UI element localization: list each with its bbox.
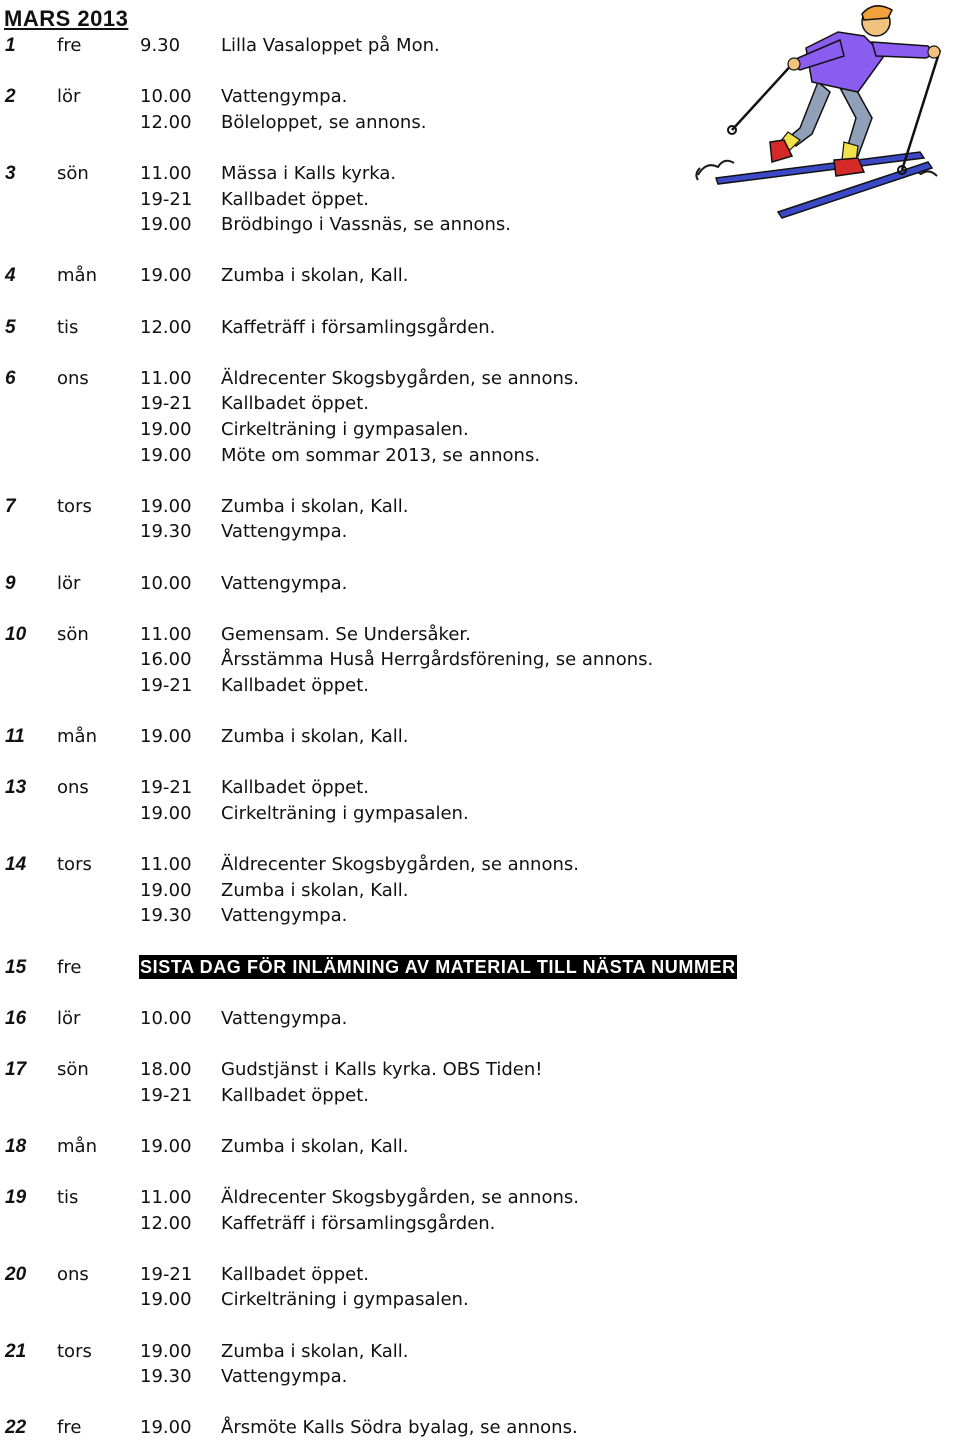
event-description: Kallbadet öppet. [221,188,369,210]
day-entry-row [0,955,900,981]
day-entry-row [0,443,900,469]
day-entry-row [0,84,900,110]
event-time: 12.00 [140,111,192,133]
event-time: 19-21 [140,1084,193,1106]
day-entry-row [0,110,900,136]
day-number: 19 [5,1187,27,1208]
day-entry-row [0,801,900,827]
event-description: Äldrecenter Skogsbygården, se annons. [221,1187,579,1208]
event-description: Gudstjänst i Kalls kyrka. OBS Tiden! [221,1059,543,1080]
day-entry-row [0,1211,900,1237]
event-description: Vattengympa. [221,86,348,108]
event-time: 11.00 [140,163,192,184]
event-description: Äldrecenter Skogsbygården, se annons. [221,854,579,876]
day-entry-row [0,212,900,238]
event-description: Gemensam. Se Undersåker. [221,623,471,645]
event-time: 16.00 [140,649,192,671]
event-description: Kallbadet öppet. [221,1263,369,1285]
event-time: 19.00 [140,419,192,440]
event-description: Lilla Vasaloppet på Mon. [221,35,440,56]
event-description: Kallbadet öppet. [221,1084,369,1106]
event-description: Kallbadet öppet. [221,777,369,799]
event-description: Vattengympa. [221,521,348,543]
weekday: lör [57,1007,81,1029]
weekday: fre [57,956,82,978]
event-description: Cirkelträning i gympasalen. [221,1289,469,1311]
event-time: 10.00 [140,1007,192,1029]
event-time: 9.30 [140,35,181,56]
day-entry-row [0,494,900,520]
event-description: Zumba i skolan, Kall. [221,265,409,287]
event-time: 11.00 [140,623,192,645]
day-entry-row [0,878,900,904]
weekday: tors [57,1340,92,1362]
weekday: fre [57,35,82,56]
day-number: 20 [5,1263,27,1285]
day-entry-row [0,391,900,417]
day-number: 1 [5,35,16,56]
weekday: ons [57,1263,89,1285]
event-description: Vattengympa. [221,572,348,594]
event-time: 12.00 [140,1212,192,1234]
weekday: sön [57,1059,89,1080]
day-entry-row [0,187,900,213]
event-description: Kallbadet öppet. [221,393,369,415]
event-time: 19.00 [140,1417,192,1439]
day-entry-row [0,1339,900,1365]
event-description: Zumba i skolan, Kall. [221,495,409,517]
event-description: Kaffeträff i församlingsgården. [221,316,496,338]
day-entry-row [0,33,900,59]
event-time: 19.00 [140,265,192,287]
event-description: Cirkelträning i gympasalen. [221,803,469,824]
event-description: Mässa i Kalls kyrka. [221,163,397,184]
day-entry-row [0,673,900,699]
event-time: 11.00 [140,854,192,876]
day-entry-row [0,263,900,289]
day-number: 11 [5,726,25,748]
day-number: 3 [5,163,16,184]
day-number: 4 [5,265,16,287]
day-entry-row [0,1287,900,1313]
day-number: 22 [5,1417,27,1439]
event-description: Zumba i skolan, Kall. [221,1135,409,1157]
event-time: 10.00 [140,86,192,108]
event-description: Vattengympa. [221,905,348,927]
day-entry-row [0,1006,900,1032]
weekday: ons [57,777,89,799]
day-number: 9 [5,572,16,594]
event-description: Äldrecenter Skogsbygården, se annons. [221,367,579,389]
event-time: 19-21 [140,1263,193,1285]
event-time: 11.00 [140,367,192,389]
event-description: Böleloppet, se annons. [221,111,427,133]
day-number: 6 [5,367,16,389]
day-number: 18 [5,1135,27,1157]
day-entry-row [0,775,900,801]
day-entry-row [0,417,900,443]
weekday: tis [57,316,79,338]
event-description: Zumba i skolan, Kall. [221,879,409,901]
event-description: Kaffeträff i församlingsgården. [221,1212,496,1234]
event-time: 12.00 [140,316,192,338]
event-time: 19.00 [140,1135,192,1157]
day-number: 17 [5,1059,27,1080]
day-entry-row [0,1185,900,1211]
event-time: 11.00 [140,1187,192,1208]
event-time: 19.00 [140,879,192,901]
event-description: Årsstämma Huså Herrgårdsförening, se annons. [221,649,654,671]
event-description: Brödbingo i Vassnäs, se annons. [221,214,512,236]
event-time: 19.00 [140,1340,192,1362]
event-description: Vattengympa. [221,1007,348,1029]
day-number: 14 [5,854,27,876]
weekday: tors [57,495,92,517]
event-time: 19.00 [140,803,192,824]
day-entry-row [0,1083,900,1109]
event-time: 18.00 [140,1059,192,1080]
day-entry-row [0,1262,900,1288]
event-description: Vattengympa. [221,1366,348,1388]
event-time: 19.00 [140,726,192,748]
day-entry-row [0,1057,900,1083]
day-entry-row [0,724,900,750]
day-number: 16 [5,1007,27,1029]
day-entry-row [0,161,900,187]
event-time: 19.30 [140,521,192,543]
event-time: 19-21 [140,188,193,210]
event-time: 19-21 [140,777,193,799]
day-entry-row [0,1134,900,1160]
weekday: tis [57,1187,79,1208]
weekday: ons [57,367,89,389]
day-entry-row [0,1364,900,1390]
day-entry-row [0,315,900,341]
event-time: 19-21 [140,675,193,696]
day-number: 7 [5,495,16,517]
event-time: 19.30 [140,1366,192,1388]
day-number: 5 [5,316,16,338]
day-number: 2 [5,86,16,108]
event-description: Årsmöte Kalls Södra byalag, se annons. [221,1417,578,1439]
day-entry-row [0,571,900,597]
event-time: 10.00 [140,572,192,594]
event-description: Cirkelträning i gympasalen. [221,419,469,440]
event-time: 19.00 [140,444,192,466]
event-description: Zumba i skolan, Kall. [221,726,409,748]
day-number: 15 [5,956,27,978]
event-time: 19-21 [140,393,193,415]
day-entry-row [0,622,900,648]
weekday: mån [57,1135,97,1157]
event-description: Kallbadet öppet. [221,675,369,696]
event-description: Zumba i skolan, Kall. [221,1340,409,1362]
event-time: 19.00 [140,495,192,517]
day-entry-row [0,852,900,878]
weekday: lör [57,86,81,108]
day-entry-row [0,1415,900,1441]
day-entry-row [0,903,900,929]
deadline-notice: SISTA DAG FÖR INLÄMNING AV MATERIAL TILL NÄSTA NUMMER [140,956,736,977]
weekday: tors [57,854,92,876]
day-entry-row [0,647,900,673]
day-entry-row [0,366,900,392]
event-time: 19.30 [140,905,192,927]
event-description: Möte om sommar 2013, se annons. [221,444,541,466]
event-time: 19.00 [140,1289,192,1311]
event-time: 19.00 [140,214,192,236]
day-entry-row [0,519,900,545]
weekday: sön [57,163,89,184]
weekday: sön [57,623,89,645]
day-number: 10 [5,623,27,645]
day-number: 21 [5,1340,27,1362]
weekday: mån [57,265,97,287]
page-title: MARS 2013 [4,6,129,31]
weekday: fre [57,1417,82,1439]
weekday: mån [57,726,97,748]
day-number: 13 [5,777,27,799]
weekday: lör [57,572,81,594]
